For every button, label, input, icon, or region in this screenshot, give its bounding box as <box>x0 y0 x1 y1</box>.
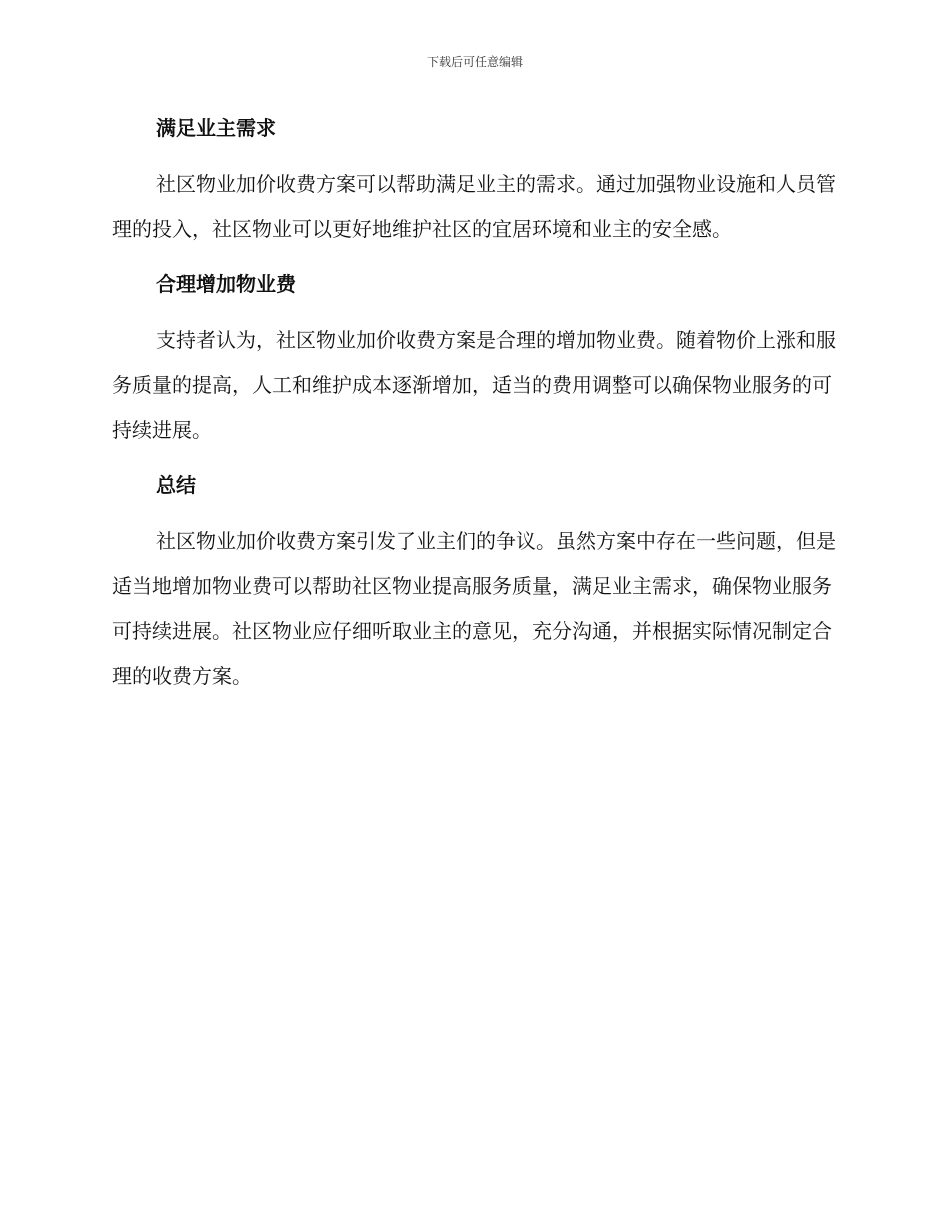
section-paragraph: 社区物业加价收费方案引发了业主们的争议。虽然方案中存在一些问题，但是适当地增加物业费可以帮助社区物业提高服务质量，满足业主需求，确保物业服务可持续进展。社区物业应仔细听取业主的意见，充分沟通，并根据实际情况制定合理的收费方案。 <box>112 529 836 688</box>
section-paragraph: 支持者认为，社区物业加价收费方案是合理的增加物业费。随着物价上涨和服务质量的提高，人工和维护成本逐渐增加，适当的费用调整可以确保物业服务的可持续进展。 <box>112 328 836 442</box>
section-summary <box>112 467 838 699</box>
header-note: 下载后可任意编辑 <box>426 55 523 69</box>
section-reasonable-fee <box>112 266 838 453</box>
document-body <box>112 110 838 699</box>
section-heading: 总结 <box>156 473 196 497</box>
section-heading: 合理增加物业费 <box>156 272 296 296</box>
section-heading: 满足业主需求 <box>156 116 276 140</box>
section-paragraph: 社区物业加价收费方案可以帮助满足业主的需求。通过加强物业设施和人员管理的投入，社区物业可以更好地维护社区的宜居环境和业主的安全感。 <box>112 172 836 241</box>
section-owner-needs <box>112 110 838 252</box>
